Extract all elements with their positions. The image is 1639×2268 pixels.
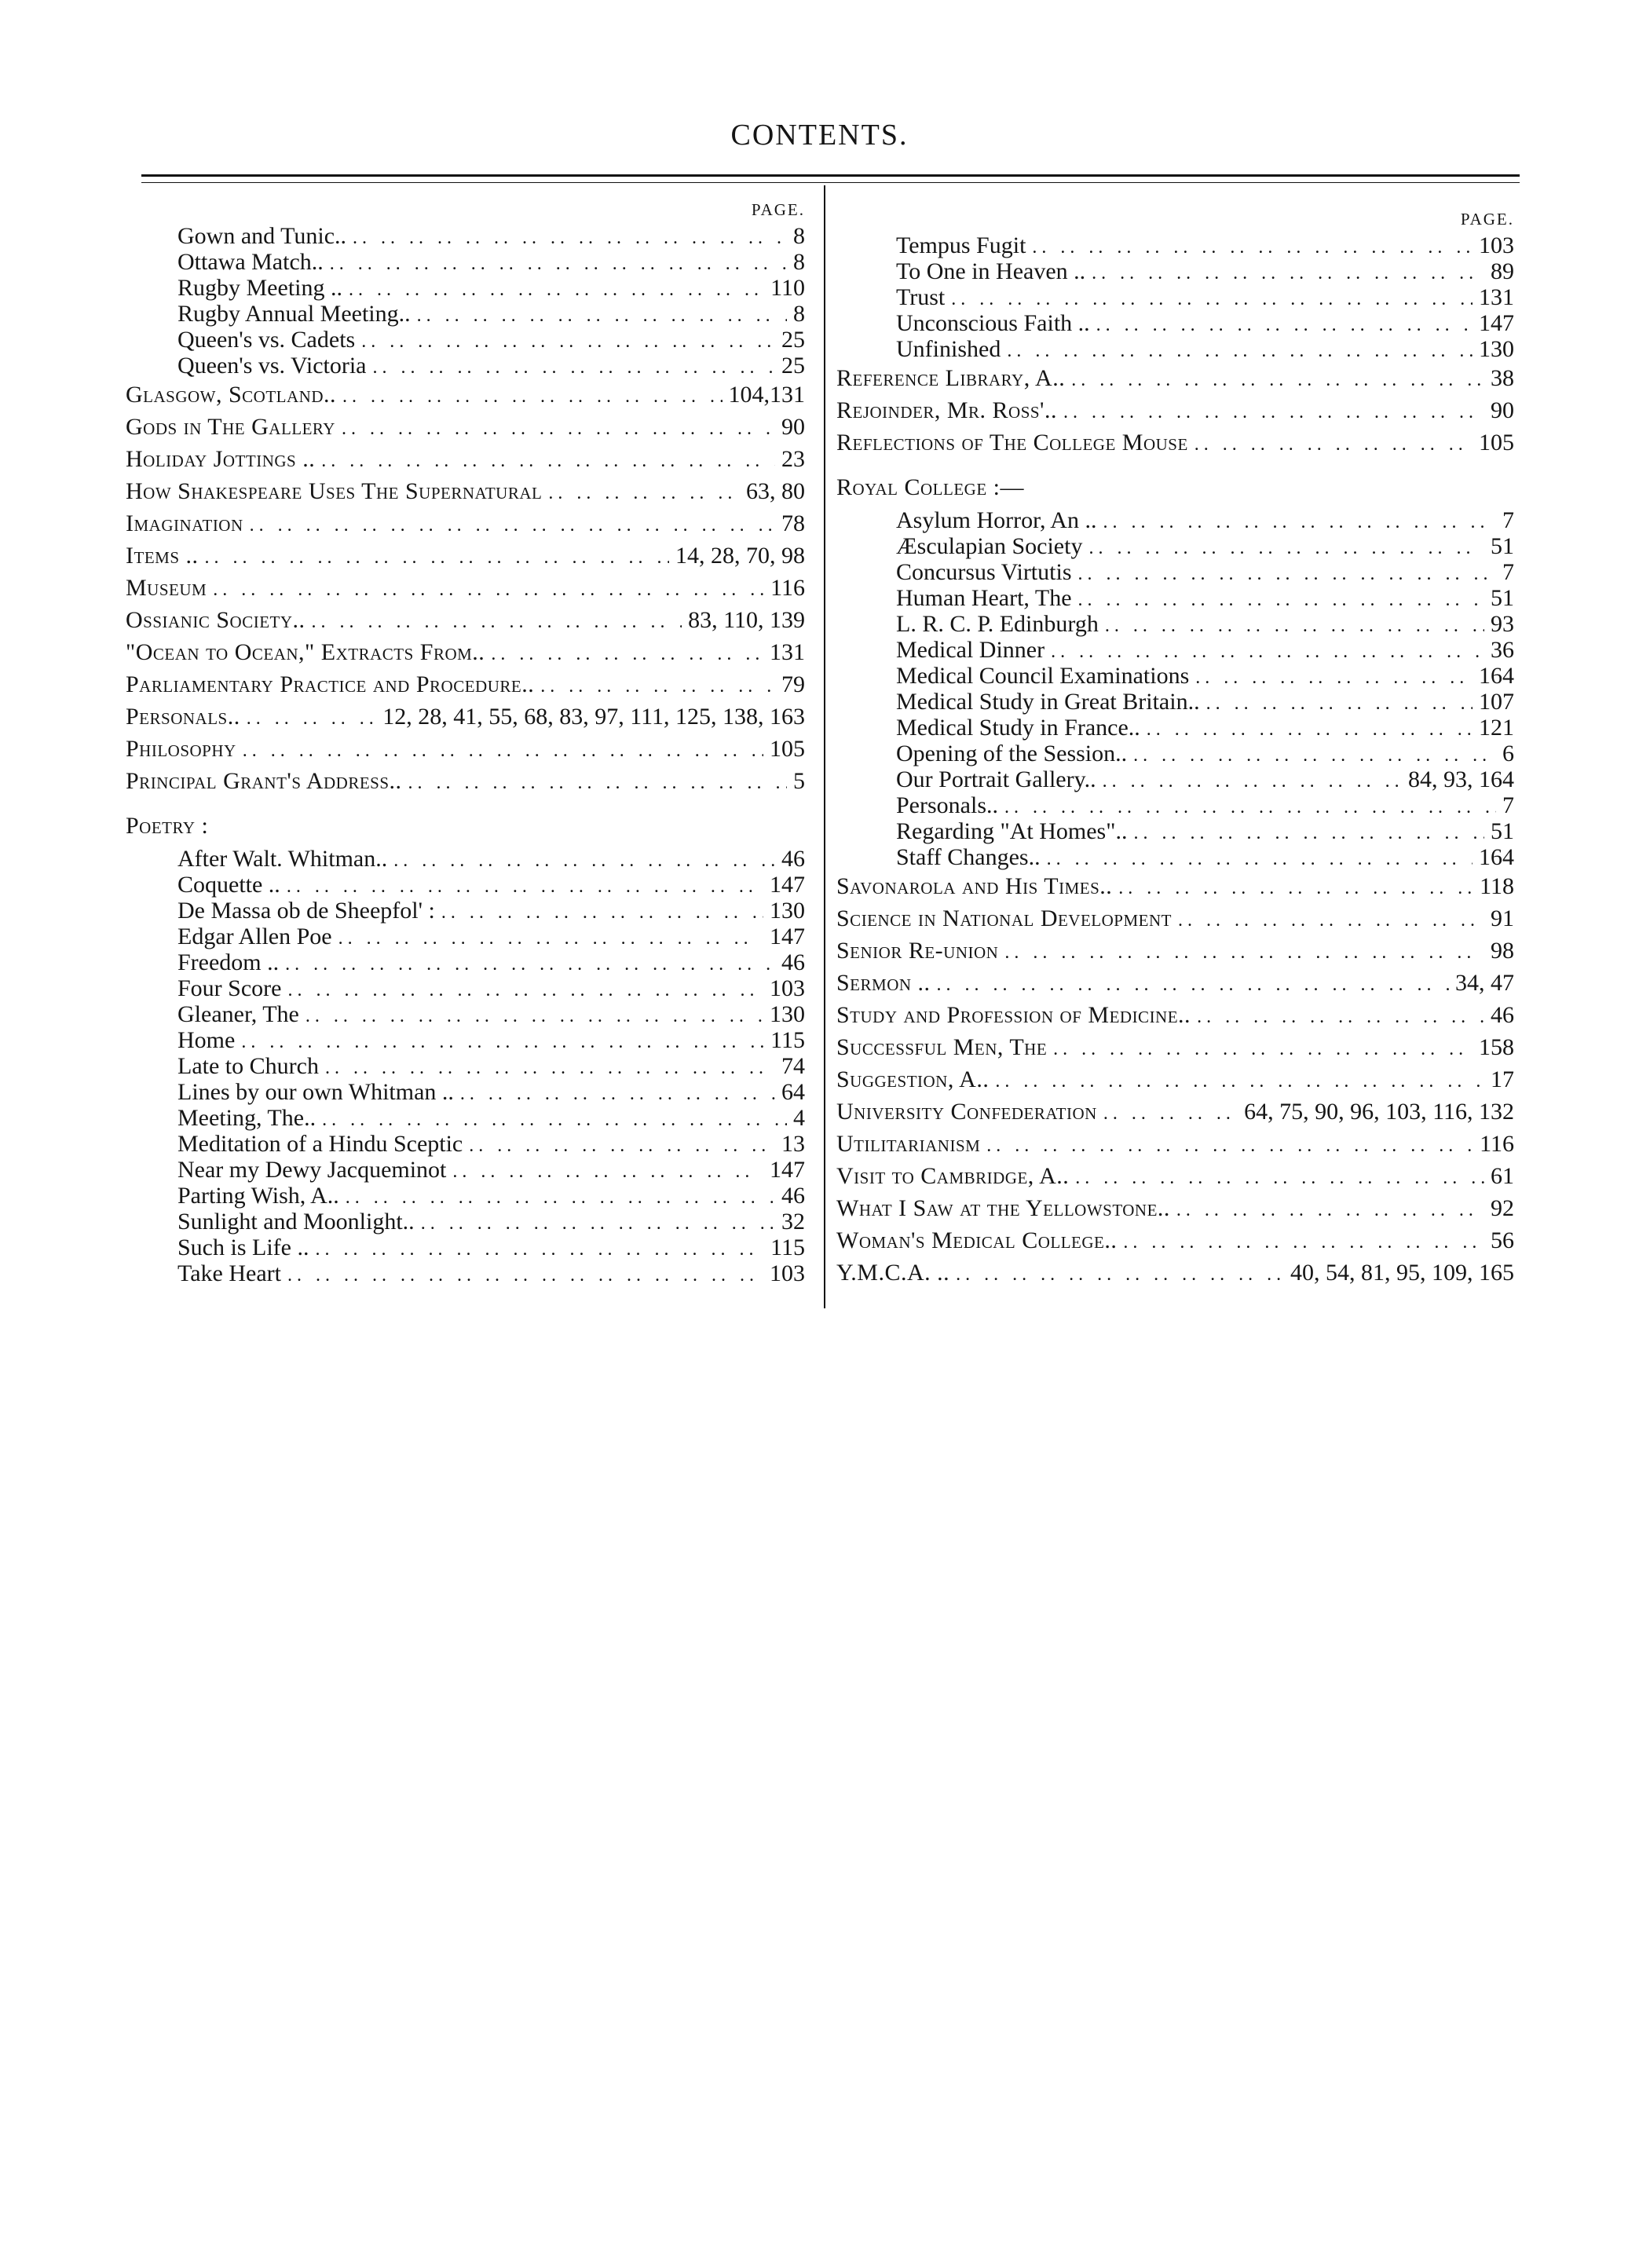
contents-entry — [126, 572, 805, 604]
dot-leader — [330, 251, 787, 277]
dot-leader — [1178, 905, 1484, 937]
dot-leader — [1133, 821, 1484, 847]
entry-title: Late to Church — [177, 1053, 319, 1079]
dot-leader — [460, 1081, 775, 1107]
entry-title: Sermon .. — [836, 970, 931, 996]
dot-leader — [1096, 313, 1473, 338]
entry-page-number: 103 — [1479, 232, 1514, 258]
entry-page-number: 130 — [1479, 336, 1514, 362]
entry-title: Woman's Medical College.. — [836, 1227, 1118, 1253]
entry-title: Opening of the Session.. — [896, 741, 1128, 766]
contents-entry — [126, 507, 805, 540]
entry-page-number: 107 — [1479, 689, 1514, 715]
contents-entry — [836, 1128, 1514, 1160]
entry-title: Gleaner, The — [177, 1001, 299, 1027]
entry-page-number: 6 — [1502, 741, 1514, 766]
contents-entry — [126, 411, 805, 443]
entry-page-number: 64 — [781, 1079, 805, 1105]
entry-title: Rugby Meeting .. — [177, 275, 342, 301]
dot-leader — [1004, 937, 1484, 969]
dot-leader — [1053, 1033, 1473, 1066]
entry-page-number: 130 — [770, 1001, 805, 1027]
contents-entry — [836, 258, 1514, 284]
entry-title: Senior Re-union — [836, 938, 999, 964]
contents-entry — [836, 426, 1514, 459]
entry-page-number: 23 — [781, 446, 805, 472]
dot-leader — [1047, 847, 1473, 872]
contents-entry — [836, 902, 1514, 935]
contents-entry — [126, 1053, 805, 1079]
contents-entry — [126, 1131, 805, 1157]
contents-section-heading — [126, 807, 805, 846]
entry-title: Science in National Development — [836, 905, 1172, 931]
entry-page-number: 63, 80 — [746, 478, 805, 504]
entry-page-number: 103 — [770, 975, 805, 1001]
contents-entry — [126, 1105, 805, 1131]
entry-title: University Confederation — [836, 1099, 1097, 1125]
entry-page-number: 158 — [1479, 1034, 1514, 1060]
entry-title: Four Score — [177, 975, 282, 1001]
dot-leader — [325, 1055, 775, 1081]
entry-page-number: 5 — [793, 768, 805, 794]
dot-leader — [241, 1030, 764, 1055]
entry-title: Parliamentary Practice and Procedure.. — [126, 671, 535, 697]
contents-entry — [126, 1157, 805, 1183]
entry-page-number: 90 — [1491, 397, 1514, 423]
entry-page-number: 7 — [1502, 792, 1514, 818]
entry-title: Regarding "At Homes".. — [896, 818, 1128, 844]
entry-page-number: 116 — [1480, 1131, 1514, 1157]
dot-leader — [285, 952, 775, 978]
dot-leader — [1092, 261, 1484, 287]
entry-page-number: 116 — [770, 575, 805, 601]
entry-page-number: 61 — [1491, 1163, 1514, 1189]
entry-title: Principal Grant's Address.. — [126, 768, 402, 794]
contents-entry — [836, 611, 1514, 637]
entry-title: Gods in The Gallery — [126, 414, 335, 440]
dot-leader — [205, 542, 670, 574]
entry-page-number: 8 — [793, 249, 805, 275]
dot-leader — [393, 848, 775, 874]
contents-column-right — [836, 206, 1514, 1289]
entry-title: Ottawa Match.. — [177, 249, 324, 275]
contents-entry — [836, 844, 1514, 870]
entry-page-number: 32 — [781, 1209, 805, 1235]
entry-title: Near my Dewy Jacqueminot — [177, 1157, 447, 1183]
dot-leader — [287, 978, 763, 1004]
entry-title: After Walt. Whitman.. — [177, 846, 388, 872]
entry-page-number: 36 — [1491, 637, 1514, 663]
dot-leader — [1133, 743, 1496, 769]
dot-leader — [986, 1130, 1473, 1162]
entry-title: Royal College :— — [836, 474, 1024, 500]
contents-entry — [836, 394, 1514, 426]
entry-title: Parting Wish, A.. — [177, 1183, 339, 1209]
contents-entry — [836, 1257, 1514, 1289]
entry-page-number: 147 — [770, 1157, 805, 1183]
contents-entry — [126, 846, 805, 872]
contents-entry — [126, 872, 805, 898]
entry-title: Queen's vs. Victoria — [177, 353, 367, 379]
entry-title: Successful Men, The — [836, 1034, 1048, 1060]
dot-leader — [312, 606, 682, 638]
entry-page-number: 164 — [1479, 844, 1514, 870]
entry-page-number: 130 — [770, 898, 805, 924]
entry-page-number: 12, 28, 41, 55, 68, 83, 97, 111, 125, 138, 163 — [382, 704, 805, 730]
contents-entry — [836, 232, 1514, 258]
dot-leader — [452, 1159, 763, 1185]
entry-title: Freedom .. — [177, 949, 280, 975]
entry-page-number: 105 — [1479, 430, 1514, 455]
dot-leader — [491, 638, 763, 671]
dot-leader — [421, 1211, 775, 1237]
entry-title: Trust — [896, 284, 946, 310]
dot-leader — [305, 1004, 763, 1030]
entry-page-number: 93 — [1491, 611, 1514, 637]
contents-entry — [126, 898, 805, 924]
dot-leader — [951, 287, 1473, 313]
dot-leader — [213, 574, 764, 606]
entry-title: Rugby Annual Meeting.. — [177, 301, 411, 327]
contents-entry — [126, 443, 805, 475]
contents-entry — [126, 301, 805, 327]
entry-title: Unfinished — [896, 336, 1001, 362]
entry-page-number: 91 — [1491, 905, 1514, 931]
dot-leader — [1105, 613, 1484, 639]
contents-entry — [836, 999, 1514, 1031]
dot-leader — [1195, 665, 1473, 691]
entry-page-number: 17 — [1491, 1066, 1514, 1092]
entry-title: Personals.. — [126, 704, 240, 730]
dot-leader — [353, 225, 787, 251]
entry-title: Coquette .. — [177, 872, 280, 898]
dot-leader — [247, 703, 377, 735]
entry-title: Ossianic Society.. — [126, 607, 305, 633]
entry-page-number: 74 — [781, 1053, 805, 1079]
dot-leader — [956, 1259, 1284, 1291]
entry-page-number: 46 — [781, 949, 805, 975]
dot-leader — [1206, 691, 1473, 717]
dot-leader — [1004, 795, 1496, 821]
entry-page-number: 115 — [770, 1235, 805, 1260]
dot-leader — [1078, 587, 1484, 613]
entry-title: Study and Profession of Medicine.. — [836, 1002, 1191, 1028]
entry-title: Asylum Horror, An .. — [896, 507, 1097, 533]
dot-leader — [1103, 769, 1402, 795]
entry-page-number: 38 — [1491, 365, 1514, 391]
dot-leader — [349, 277, 764, 303]
entry-page-number: 46 — [781, 846, 805, 872]
entry-page-number: 56 — [1491, 1227, 1514, 1253]
dot-leader — [1147, 717, 1473, 743]
entry-title: Human Heart, The — [896, 585, 1072, 611]
entry-title: Home — [177, 1027, 236, 1053]
contents-entry — [836, 362, 1514, 394]
dot-leader — [1007, 338, 1473, 364]
entry-title: Unconscious Faith .. — [896, 310, 1090, 336]
contents-entry — [836, 689, 1514, 715]
entry-page-number: 90 — [781, 414, 805, 440]
entry-page-number: 14, 28, 70, 98 — [675, 543, 805, 569]
dot-leader — [321, 445, 775, 477]
dot-leader — [1103, 510, 1496, 536]
contents-entry — [836, 741, 1514, 766]
dot-leader — [1197, 1001, 1484, 1033]
dot-leader — [315, 1237, 764, 1263]
contents-entry — [836, 715, 1514, 741]
entry-page-number: 115 — [770, 1027, 805, 1053]
entry-title: Medical Dinner — [896, 637, 1045, 663]
dot-leader — [540, 671, 775, 703]
entry-page-number: 121 — [1479, 715, 1514, 741]
entry-page-number: 89 — [1491, 258, 1514, 284]
dot-leader — [1118, 872, 1473, 905]
entry-title: Glasgow, Scotland.. — [126, 382, 336, 408]
entry-title: Æsculapian Society — [896, 533, 1083, 559]
contents-entry — [836, 336, 1514, 362]
contents-section-heading — [836, 468, 1514, 507]
dot-leader — [1123, 1227, 1484, 1259]
entry-title: Museum — [126, 575, 207, 601]
entry-page-number: 79 — [781, 671, 805, 697]
entry-title: Tempus Fugit — [896, 232, 1026, 258]
contents-entry — [126, 765, 805, 797]
contents-entry — [836, 1063, 1514, 1096]
dot-leader — [342, 413, 775, 445]
entry-title: L. R. C. P. Edinburgh — [896, 611, 1099, 637]
dot-leader — [1051, 639, 1484, 665]
contents-entry — [126, 733, 805, 765]
entry-title: Personals.. — [896, 792, 998, 818]
entry-page-number: 147 — [770, 872, 805, 898]
page-column-header: PAGE. — [1460, 210, 1514, 229]
contents-entry — [126, 1183, 805, 1209]
entry-title: Rejoinder, Mr. Ross'.. — [836, 397, 1057, 423]
dot-leader — [342, 381, 723, 413]
entry-title: Take Heart — [177, 1260, 281, 1286]
contents-entry — [836, 818, 1514, 844]
dot-leader — [1032, 235, 1473, 261]
entry-title: Imagination — [126, 510, 243, 536]
entry-page-number: 7 — [1502, 559, 1514, 585]
entry-page-number: 13 — [781, 1131, 805, 1157]
entry-title: Y.M.C.A. .. — [836, 1260, 950, 1286]
contents-entry — [126, 379, 805, 411]
entry-title: To One in Heaven .. — [896, 258, 1086, 284]
entry-page-number: 8 — [793, 301, 805, 327]
contents-entry — [126, 949, 805, 975]
header-rule — [141, 174, 1520, 177]
dot-leader — [1088, 536, 1484, 562]
dot-leader — [361, 329, 775, 355]
entry-page-number: 105 — [770, 736, 805, 762]
entry-title: Medical Study in France.. — [896, 715, 1140, 741]
contents-entry — [836, 1031, 1514, 1063]
dot-leader — [1078, 562, 1497, 587]
entry-title: Meeting, The.. — [177, 1105, 316, 1131]
dot-leader — [1063, 397, 1484, 429]
entry-page-number: 51 — [1491, 585, 1514, 611]
contents-entry — [126, 540, 805, 572]
entry-page-number: 7 — [1502, 507, 1514, 533]
entry-page-number: 40, 54, 81, 95, 109, 165 — [1290, 1260, 1514, 1286]
header-rule-thin — [141, 182, 1520, 183]
contents-entry — [126, 249, 805, 275]
dot-leader — [548, 477, 740, 510]
dot-leader — [1176, 1194, 1484, 1227]
entry-title: Poetry : — [126, 813, 209, 839]
contents-list-right — [836, 232, 1514, 1289]
contents-entry — [126, 1027, 805, 1053]
contents-entry — [836, 792, 1514, 818]
entry-title: Reflections of The College Mouse — [836, 430, 1188, 455]
contents-entry — [126, 1235, 805, 1260]
entry-title: Utilitarianism — [836, 1131, 981, 1157]
contents-entry — [836, 766, 1514, 792]
entry-page-number: 84, 93, 164 — [1408, 766, 1514, 792]
contents-entry — [126, 668, 805, 701]
entry-title: Staff Changes.. — [896, 844, 1041, 870]
contents-entry — [126, 275, 805, 301]
entry-page-number: 131 — [770, 639, 805, 665]
entry-page-number: 131 — [1479, 284, 1514, 310]
contents-entry — [126, 924, 805, 949]
contents-entry — [836, 935, 1514, 967]
entry-title: Gown and Tunic.. — [177, 223, 347, 249]
entry-page-number: 64, 75, 90, 96, 103, 116, 132 — [1244, 1099, 1514, 1125]
contents-entry — [126, 1079, 805, 1105]
dot-leader — [287, 1263, 763, 1289]
contents-entry — [126, 223, 805, 249]
page-column-header: PAGE. — [751, 200, 805, 219]
contents-entry — [836, 967, 1514, 999]
contents-entry — [126, 604, 805, 636]
dot-leader — [287, 874, 763, 900]
entry-title: Our Portrait Gallery.. — [896, 766, 1096, 792]
entry-title: Holiday Jottings .. — [126, 446, 316, 472]
entry-page-number: 46 — [781, 1183, 805, 1209]
contents-column-left — [126, 196, 805, 1286]
contents-entry — [836, 870, 1514, 902]
entry-page-number: 51 — [1491, 533, 1514, 559]
contents-entry — [836, 1096, 1514, 1128]
page-title: CONTENTS. — [730, 119, 909, 152]
entry-page-number: 25 — [781, 327, 805, 353]
contents-entry — [836, 284, 1514, 310]
entry-page-number: 8 — [793, 223, 805, 249]
contents-entry — [126, 1001, 805, 1027]
entry-title: Items .. — [126, 543, 199, 569]
entry-title: Queen's vs. Cadets — [177, 327, 356, 353]
entry-title: Such is Life .. — [177, 1235, 309, 1260]
dot-leader — [937, 969, 1449, 1001]
entry-page-number: 98 — [1491, 938, 1514, 964]
entry-title: Sunlight and Moonlight.. — [177, 1209, 415, 1235]
contents-entry — [836, 507, 1514, 533]
entry-title: What I Saw at the Yellowstone.. — [836, 1195, 1170, 1221]
entry-title: How Shakespeare Uses The Supernatural — [126, 478, 543, 504]
entry-page-number: 46 — [1491, 1002, 1514, 1028]
dot-leader — [408, 767, 787, 799]
entry-page-number: 92 — [1491, 1195, 1514, 1221]
contents-entry — [126, 701, 805, 733]
contents-entry — [836, 1224, 1514, 1257]
entry-title: Meditation of a Hindu Sceptic — [177, 1131, 463, 1157]
dot-leader — [1103, 1098, 1238, 1130]
dot-leader — [441, 900, 763, 926]
dot-leader — [1071, 364, 1484, 397]
dot-leader — [338, 926, 763, 952]
entry-title: "Ocean to Ocean," Extracts From.. — [126, 639, 485, 665]
entry-page-number: 104,131 — [728, 382, 805, 408]
entry-title: Edgar Allen Poe — [177, 924, 332, 949]
dot-leader — [1075, 1162, 1484, 1194]
dot-leader — [1194, 429, 1473, 461]
entry-title: Savonarola and His Times.. — [836, 873, 1113, 899]
dot-leader — [995, 1066, 1484, 1098]
entry-page-number: 4 — [793, 1105, 805, 1131]
contents-entry — [126, 1260, 805, 1286]
entry-title: Philosophy — [126, 736, 236, 762]
entry-title: Suggestion, A.. — [836, 1066, 990, 1092]
entry-page-number: 147 — [770, 924, 805, 949]
dot-leader — [373, 355, 776, 381]
entry-page-number: 25 — [781, 353, 805, 379]
entry-title: Reference Library, A.. — [836, 365, 1066, 391]
contents-entry — [836, 559, 1514, 585]
contents-entry — [126, 636, 805, 668]
entry-page-number: 51 — [1491, 818, 1514, 844]
dot-leader — [243, 735, 763, 767]
dot-leader — [322, 1107, 787, 1133]
contents-entry — [836, 663, 1514, 689]
entry-page-number: 78 — [781, 510, 805, 536]
entry-page-number: 110 — [770, 275, 805, 301]
entry-page-number: 164 — [1479, 663, 1514, 689]
entry-title: Medical Council Examinations — [896, 663, 1190, 689]
entry-title: Concursus Virtutis — [896, 559, 1072, 585]
entry-page-number: 34, 47 — [1455, 970, 1514, 996]
dot-leader — [346, 1185, 775, 1211]
contents-entry — [126, 353, 805, 379]
dot-leader — [469, 1133, 775, 1159]
dot-leader — [417, 303, 787, 329]
entry-page-number: 118 — [1480, 873, 1514, 899]
contents-entry — [126, 1209, 805, 1235]
entry-title: Medical Study in Great Britain.. — [896, 689, 1200, 715]
entry-title: De Massa ob de Sheepfol' : — [177, 898, 435, 924]
contents-entry — [836, 585, 1514, 611]
entry-title: Lines by our own Whitman .. — [177, 1079, 454, 1105]
contents-entry — [836, 637, 1514, 663]
contents-entry — [126, 975, 805, 1001]
entry-page-number: 83, 110, 139 — [688, 607, 805, 633]
contents-entry — [836, 1192, 1514, 1224]
dot-leader — [250, 510, 775, 542]
contents-entry — [836, 533, 1514, 559]
contents-list-left — [126, 223, 805, 1286]
contents-entry — [126, 475, 805, 507]
column-divider — [824, 185, 825, 1308]
entry-title: Visit to Cambridge, A.. — [836, 1163, 1070, 1189]
contents-entry — [126, 327, 805, 353]
entry-page-number: 103 — [770, 1260, 805, 1286]
contents-entry — [836, 310, 1514, 336]
entry-page-number: 147 — [1479, 310, 1514, 336]
contents-entry — [836, 1160, 1514, 1192]
